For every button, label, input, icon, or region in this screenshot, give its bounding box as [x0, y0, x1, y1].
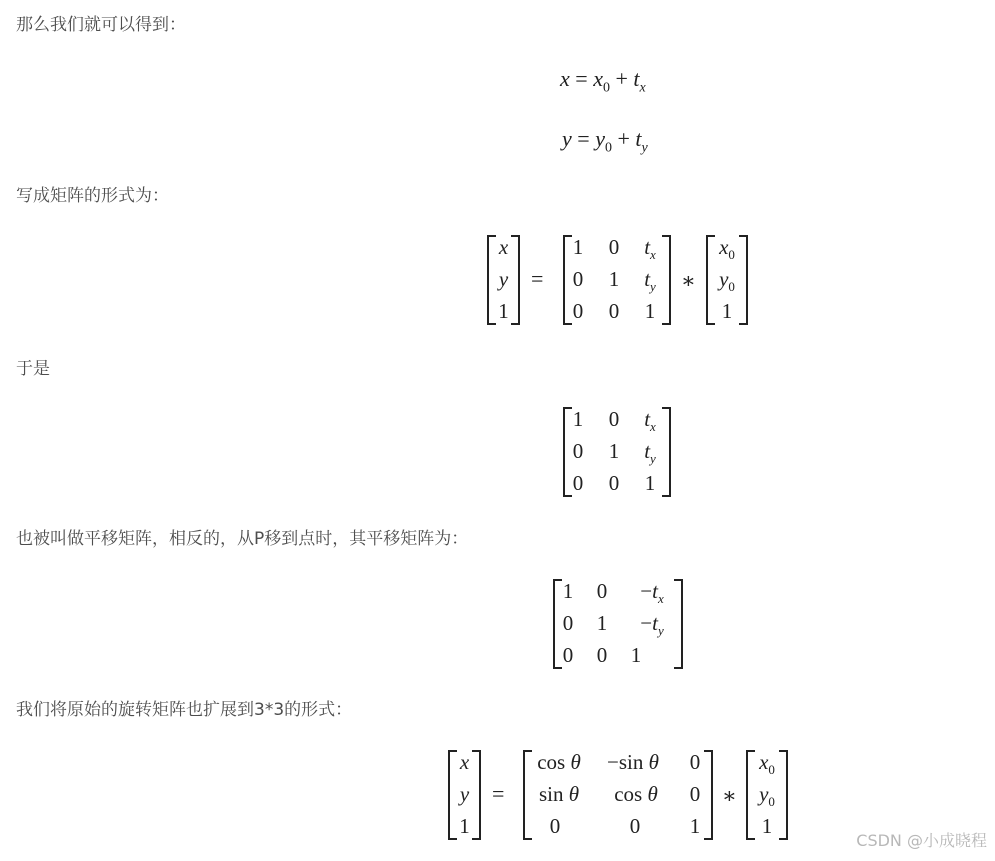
rotation-matrix: cos θ −sin θ 0 sin θ cos θ 0 0 0 1	[523, 750, 713, 840]
vector-xy1: x y 1	[487, 235, 520, 325]
equation-y: $y = y_0 + t_y$	[562, 126, 648, 156]
paragraph-rotation: 我们将原始的旋转矩阵也扩展到3*3的形式：	[16, 700, 353, 720]
multiply-sign-rot: ∗	[722, 783, 737, 808]
paragraph-thus: 于是	[16, 359, 50, 379]
translation-matrix: 1 0 $t_x$ 0 1 $t_y$ 0 0 1	[563, 407, 671, 497]
equals-sign: =	[531, 266, 544, 291]
vector-xy1-rot: x y 1	[448, 750, 481, 840]
vector-x0y01-rot: $x_0$ $y_0$ 1	[746, 750, 788, 840]
paragraph-intro: 那么我们就可以得到：	[16, 15, 186, 35]
equation-x: $x = x_0 + t_x$	[560, 66, 646, 96]
paragraph-inverse: 也被叫做平移矩阵，相反的，从P移到点时，其平移矩阵为：	[16, 529, 469, 549]
csdn-watermark: CSDN @小成晓程	[856, 831, 987, 850]
equals-sign-rot: =	[492, 781, 505, 806]
multiply-sign: ∗	[681, 268, 696, 293]
inverse-translation-matrix: 1 0 $-t_x$ 0 1 $-t_y$ 0 0 1	[553, 579, 683, 669]
translation-matrix-eq: 1 0 $t_x$ 0 1 $t_y$ 0 0 1	[563, 235, 671, 325]
paragraph-matrix-form: 写成矩阵的形式为：	[16, 186, 169, 206]
vector-x0y01: $x_0$ $y_0$ 1	[706, 235, 748, 325]
